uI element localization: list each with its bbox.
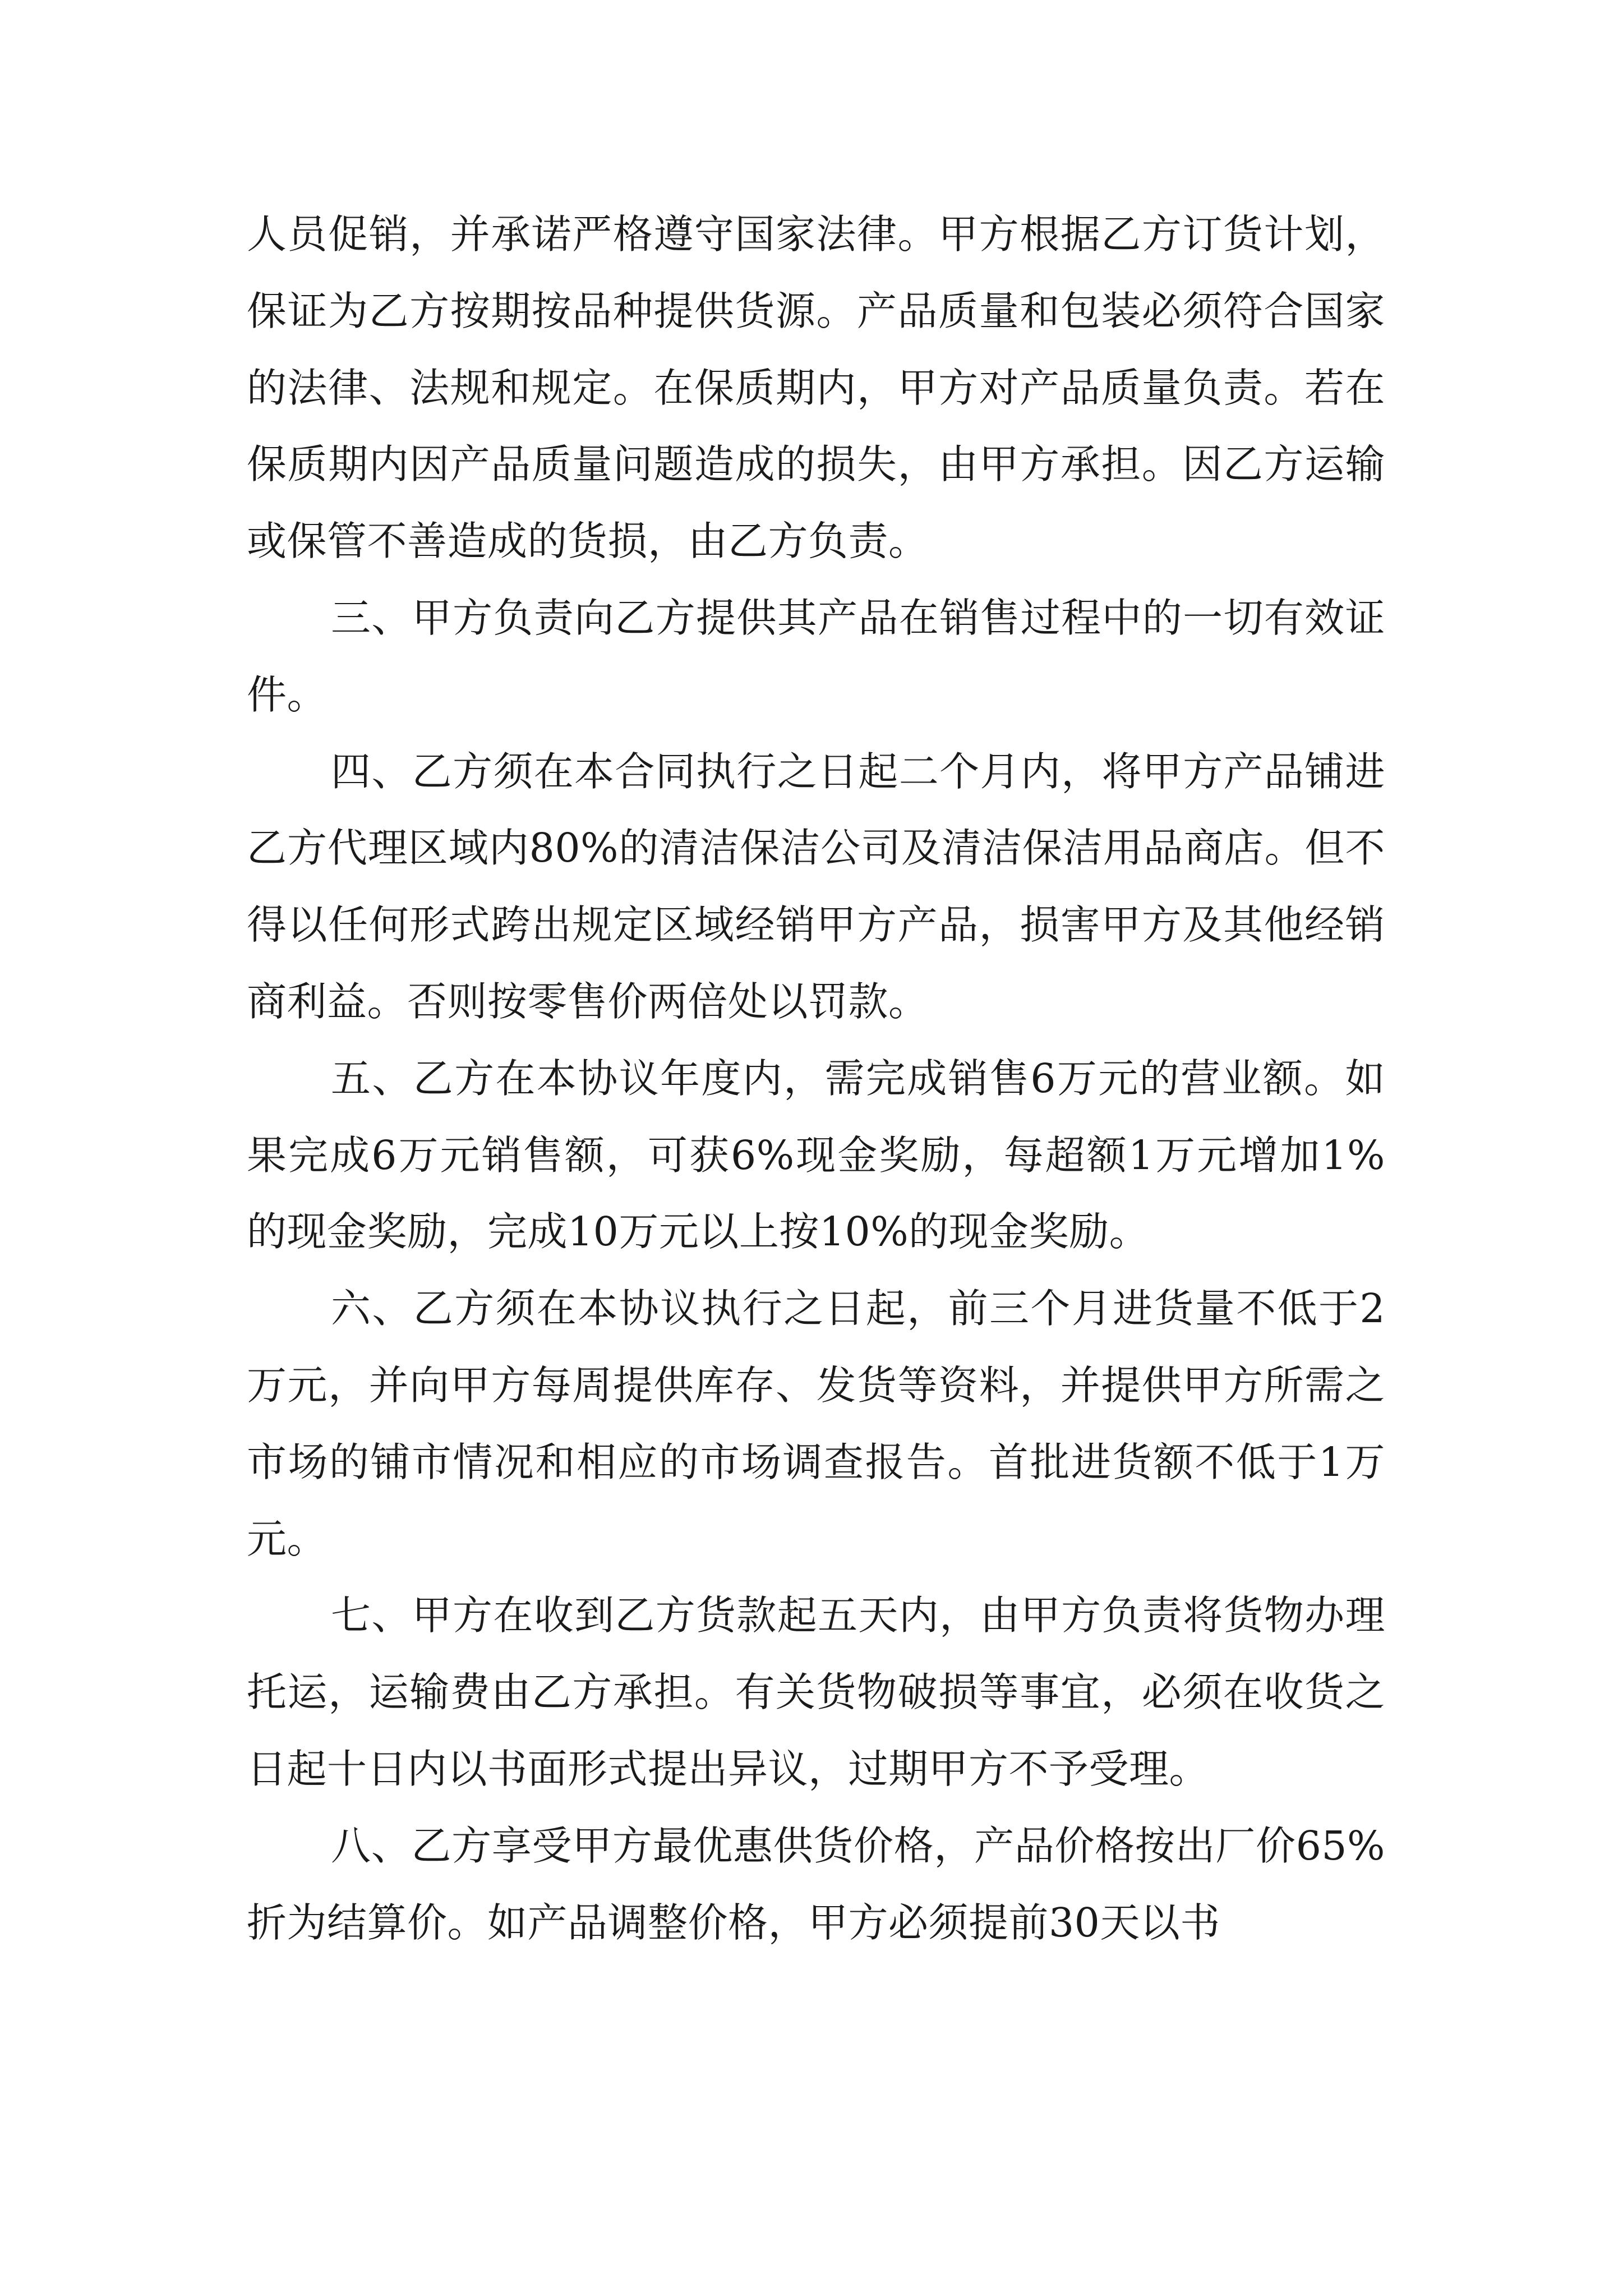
paragraph-clause-4: 四、乙方须在本合同执行之日起二个月内，将甲方产品铺进乙方代理区域内80%的清洁保洁公司及清洁保洁用品商店。但不得以任何形式跨出规定区域经销甲方产品，损害甲方及其他经销商利益。否则按零售价两倍处以罚款。 [247,748,1385,1025]
paragraph-continued: 人员促销，并承诺严格遵守国家法律。甲方根据乙方订货计划，保证为乙方按期按品种提供货源。产品质量和包装必须符合国家的法律、法规和规定。在保质期内，甲方对产品质量负责。若在保质期内因产品质量问题造成的损失，由甲方承担。因乙方运输或保管不善造成的货损，由乙方负责。 [247,211,1385,565]
paragraph-clause-6: 六、乙方须在本协议执行之日起，前三个月进货量不低于2万元，并向甲方每周提供库存、发货等资料，并提供甲方所需之市场的铺市情况和相应的市场调查报告。首批进货额不低于1万元。 [247,1285,1385,1562]
paragraph-clause-5: 五、乙方在本协议年度内，需完成销售6万元的营业额。如果完成6万元销售额，可获6%现金奖励，每超额1万元增加1%的现金奖励，完成10万元以上按10%的现金奖励。 [247,1055,1385,1255]
contract-body [247,196,1385,1961]
paragraph-clause-3: 三、甲方负责向乙方提供其产品在销售过程中的一切有效证件。 [247,594,1385,718]
paragraph-clause-8: 八、乙方享受甲方最优惠供货价格，产品价格按出厂价65%折为结算价。如产品调整价格，甲方必须提前30天以书 [247,1822,1385,1946]
paragraph-clause-7: 七、甲方在收到乙方货款起五天内，由甲方负责将货物办理托运，运输费由乙方承担。有关货物破损等事宜，必须在收货之日起十日内以书面形式提出异议，过期甲方不予受理。 [247,1592,1385,1792]
